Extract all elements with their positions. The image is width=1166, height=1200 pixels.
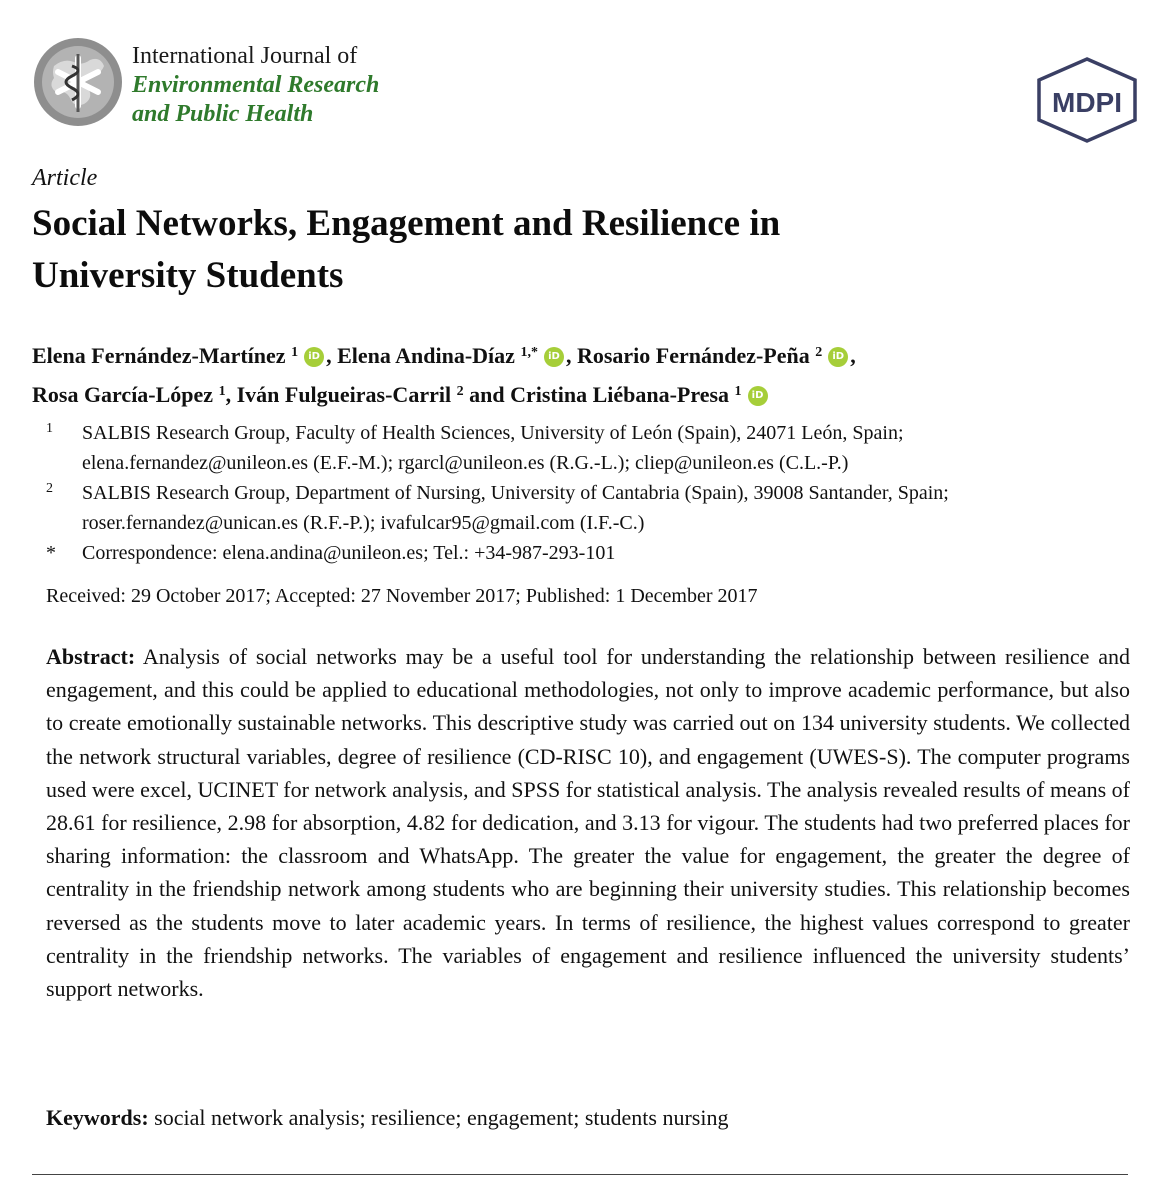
orcid-icon[interactable]: iD [544, 347, 564, 367]
author-affiliation-mark: 1 [734, 384, 742, 399]
mdpi-logo-icon [1032, 56, 1142, 144]
author-affiliation-mark: 1 [291, 345, 299, 360]
author-affiliation-mark: 2 [456, 384, 464, 399]
author-name: Rosario Fernández-Peña [576, 343, 810, 368]
affiliation-list [46, 418, 1146, 568]
affiliation-item [46, 418, 1146, 478]
correspondence-mark: * [46, 542, 56, 564]
affiliation-line: SALBIS Research Group, Department of Nursing, University of Cantabria (Spain), 39008 Santander, Spain; [82, 482, 949, 504]
mdpi-logo-text: MDPI [1052, 87, 1122, 118]
journal-name [132, 42, 379, 129]
affiliation-mark: 1 [46, 421, 53, 436]
abstract-label: Abstract: [46, 644, 136, 669]
author-name: Rosa García-López [32, 382, 214, 407]
author-affiliation-mark: 2 [815, 345, 823, 360]
article-type: Article [32, 165, 98, 191]
orcid-icon[interactable]: iD [304, 347, 324, 367]
affiliation-line: SALBIS Research Group, Faculty of Health Sciences, University of León (Spain), 24071 León, Spain; [82, 422, 904, 444]
author-affiliation-mark: 1 [218, 384, 226, 399]
keywords-label: Keywords: [46, 1105, 149, 1130]
journal-header [32, 36, 1142, 131]
correspondence-text: Correspondence: elena.andina@unileon.es; Tel.: +34-987-293-101 [82, 542, 616, 564]
keywords-text: social network analysis; resilience; engagement; students nursing [154, 1105, 729, 1130]
author-name: Cristina Liébana-Presa [510, 382, 730, 407]
keywords [46, 1105, 1130, 1131]
correspondence [46, 538, 1146, 568]
journal-name-line1: International Journal of [132, 43, 358, 69]
affiliation-emails: roser.fernandez@unican.es (R.F.-P.); ivafulcar95@gmail.com (I.F.-C.) [82, 512, 645, 534]
publication-dates: Received: 29 October 2017; Accepted: 27 November 2017; Published: 1 December 2017 [46, 585, 758, 607]
orcid-icon[interactable]: iD [828, 347, 848, 367]
journal-logo-icon [32, 36, 124, 128]
author-affiliation-mark: 1,* [520, 345, 538, 360]
author-name: Elena Andina-Díaz [337, 343, 515, 368]
title-line-2: University Students [32, 255, 344, 296]
affiliation-mark: 2 [46, 481, 53, 496]
abstract-text: Analysis of social networks may be a useful tool for understanding the relationship between resilience and engagement, and this could be applied to educational methodologies, not only to improve academic performance, but also to create emotionally sustainable networks. This descriptive study was carried out on 134 university students. We collected the network structural variables, degree of resilience (CD-RISC 10), and engagement (UWES-S). The computer programs used were excel, UCINET for network analysis, and SPSS for statistical analysis. The analysis revealed results of means of 28.61 for resilience, 2.98 for absorption, 4.82 for dedication, and 3.13 for vigour. The students had two preferred places for sharing information: the classroom and WhatsApp. The greater the value for engagement, the greater the degree of centrality in the friendship network among students who are beginning their university studies. This relationship becomes reversed as the students move to later academic years. In terms of resilience, the highest values correspond to greater centrality in the friendship networks. The variables of engagement and resilience influenced the university students’ support networks. [46, 644, 1130, 1002]
footer-divider [32, 1174, 1128, 1175]
journal-name-line3: and Public Health [132, 101, 314, 127]
title-line-1: Social Networks, Engagement and Resilience in [32, 203, 781, 244]
author-name: Iván Fulgueiras-Carril [236, 382, 452, 407]
affiliation-emails: elena.fernandez@unileon.es (E.F.-M.); rgarcl@unileon.es (R.G.-L.); cliep@unileon.es (C.L.-P.) [82, 452, 849, 474]
orcid-icon[interactable]: iD [748, 386, 768, 406]
author-name: Elena Fernández-Martínez [32, 343, 286, 368]
journal-name-line2: Environmental Research [132, 72, 380, 98]
abstract [46, 640, 1130, 1005]
article-title [32, 198, 1132, 302]
affiliation-item [46, 478, 1146, 538]
author-list: Elena Fernández-Martínez $^1$ iD , Elena Andina-Díaz $^{1,*}$ iD , Rosario Fernández-Peña $^2$ iD , Rosa García-López $^1$, Iván Fulgueiras-Carril $^2$ and Cristina Liébana-Presa $^1$ iD [32, 343, 856, 407]
